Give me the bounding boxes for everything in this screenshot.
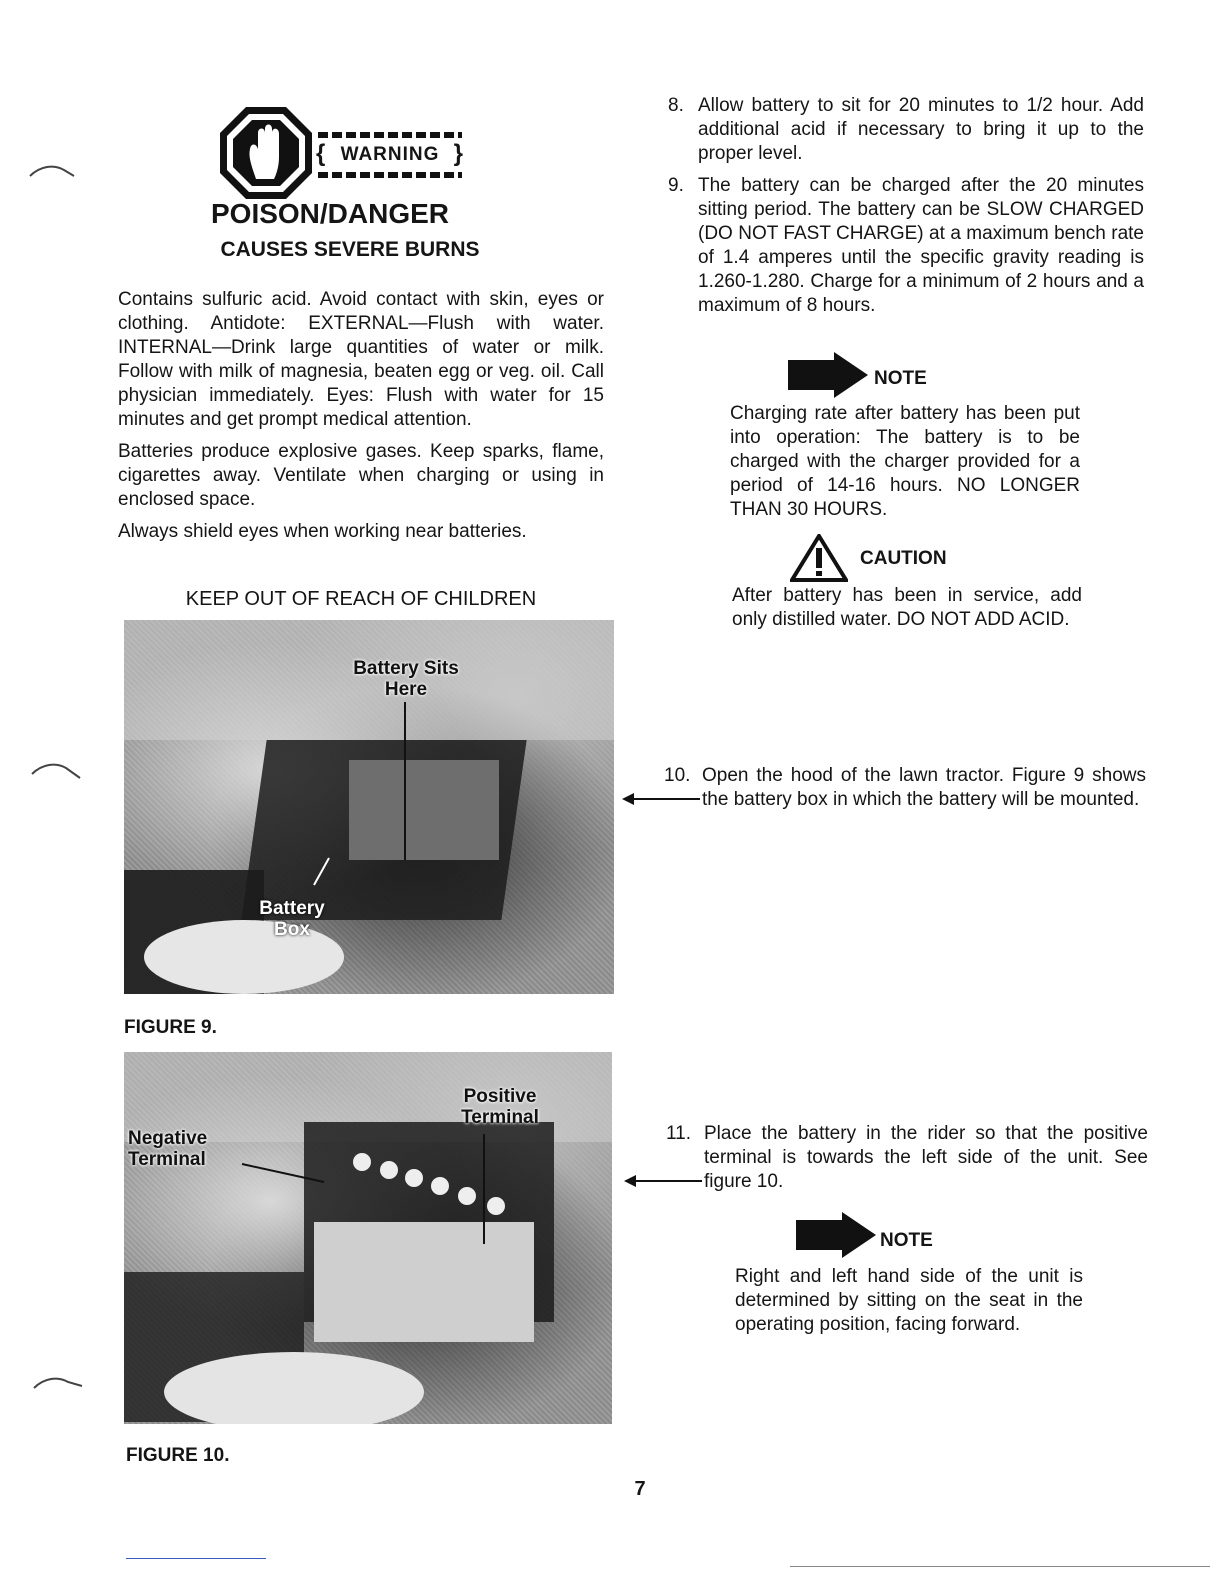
step-text: Open the hood of the lawn tractor. Figure 9 shows the battery box in which the battery will be mounted. xyxy=(702,765,1146,810)
warning-label: WARNING xyxy=(340,144,440,165)
step-text: Allow battery to sit for 20 minutes to 1/2 hour. Add additional acid if necessary to bring it up to the proper level. xyxy=(698,95,1144,164)
warning-hand-icon xyxy=(218,105,314,201)
warning-banner: { WARNING } xyxy=(314,132,466,178)
caution-title: CAUTION xyxy=(860,548,947,569)
step-number: 11. xyxy=(666,1123,692,1144)
figure-10-photo xyxy=(124,1052,612,1424)
step-8 xyxy=(668,94,1144,166)
step-number: 9. xyxy=(668,175,684,196)
note-text: Right and left hand side of the unit is determined by sitting on the seat in the operating position, facing forward. xyxy=(735,1266,1083,1335)
caution-text: After battery has been in service, add only distilled water. DO NOT ADD ACID. xyxy=(732,585,1082,630)
label-negative-terminal: Negative Terminal xyxy=(128,1128,208,1170)
footer-rule xyxy=(126,1558,266,1559)
footer-rule xyxy=(790,1566,1210,1567)
keep-out-notice: KEEP OUT OF REACH OF CHILDREN xyxy=(185,588,537,610)
step-9 xyxy=(668,174,1144,342)
warning-paragraph: Always shield eyes when working near batteries. xyxy=(118,521,527,542)
figure-9-photo xyxy=(124,620,614,994)
figure-9-caption: FIGURE 9. xyxy=(124,1017,217,1038)
step-10 xyxy=(664,764,1146,836)
burns-subtitle: CAUSES SEVERE BURNS xyxy=(220,238,480,261)
step-11 xyxy=(666,1122,1148,1194)
step-number: 10. xyxy=(664,765,691,786)
step-text: The battery can be charged after the 20 minutes sitting period. The battery can be SLOW CHARGED (DO NOT FAST CHARGE) at a maximum bench rate of 1.4 amperes until the specific gravity reading is 1.260-1.280. Charge for a minimum of 2 hours and a maximum of 8 hours. xyxy=(698,175,1144,316)
scan-mark xyxy=(32,1374,92,1394)
label-positive-terminal: Positive Terminal xyxy=(461,1086,539,1128)
note-arrow-icon xyxy=(788,352,868,398)
scan-mark xyxy=(30,760,90,780)
poison-title: POISON/DANGER xyxy=(210,198,450,229)
scan-mark xyxy=(28,162,88,182)
warning-text xyxy=(118,288,604,552)
figure-10-caption: FIGURE 10. xyxy=(126,1445,230,1466)
note-arrow-icon xyxy=(796,1212,876,1258)
note-text: Charging rate after battery has been put into operation: The battery is to be charged with the charger provided for a period of 14-16 hours. NO LONGER THAN 30 HOURS. xyxy=(730,403,1080,520)
warning-paragraph: Contains sulfuric acid. Avoid contact with skin, eyes or clothing. Antidote: EXTERNAL—Flush with water. INTERNAL—Drink large quantities of water or milk. Follow with milk of magnesia, beaten egg or veg. oil. Call physician immediately. Eyes: Flush with water for 15 minutes and get prompt medical attention. xyxy=(118,289,604,430)
note-title: NOTE xyxy=(880,1230,933,1251)
step-text: Place the battery in the rider so that the positive terminal is towards the left side of the unit. See figure 10. xyxy=(704,1123,1148,1192)
label-battery-sits: Battery Sits Here xyxy=(353,658,459,700)
label-battery-box: Battery Box xyxy=(259,898,325,940)
note-title: NOTE xyxy=(874,368,927,389)
page-number: 7 xyxy=(634,1478,646,1500)
caution-triangle-icon xyxy=(790,534,848,582)
warning-paragraph: Batteries produce explosive gases. Keep sparks, flame, cigarettes away. Ventilate when charging or using in enclosed space. xyxy=(118,441,604,510)
step-number: 8. xyxy=(668,95,684,116)
